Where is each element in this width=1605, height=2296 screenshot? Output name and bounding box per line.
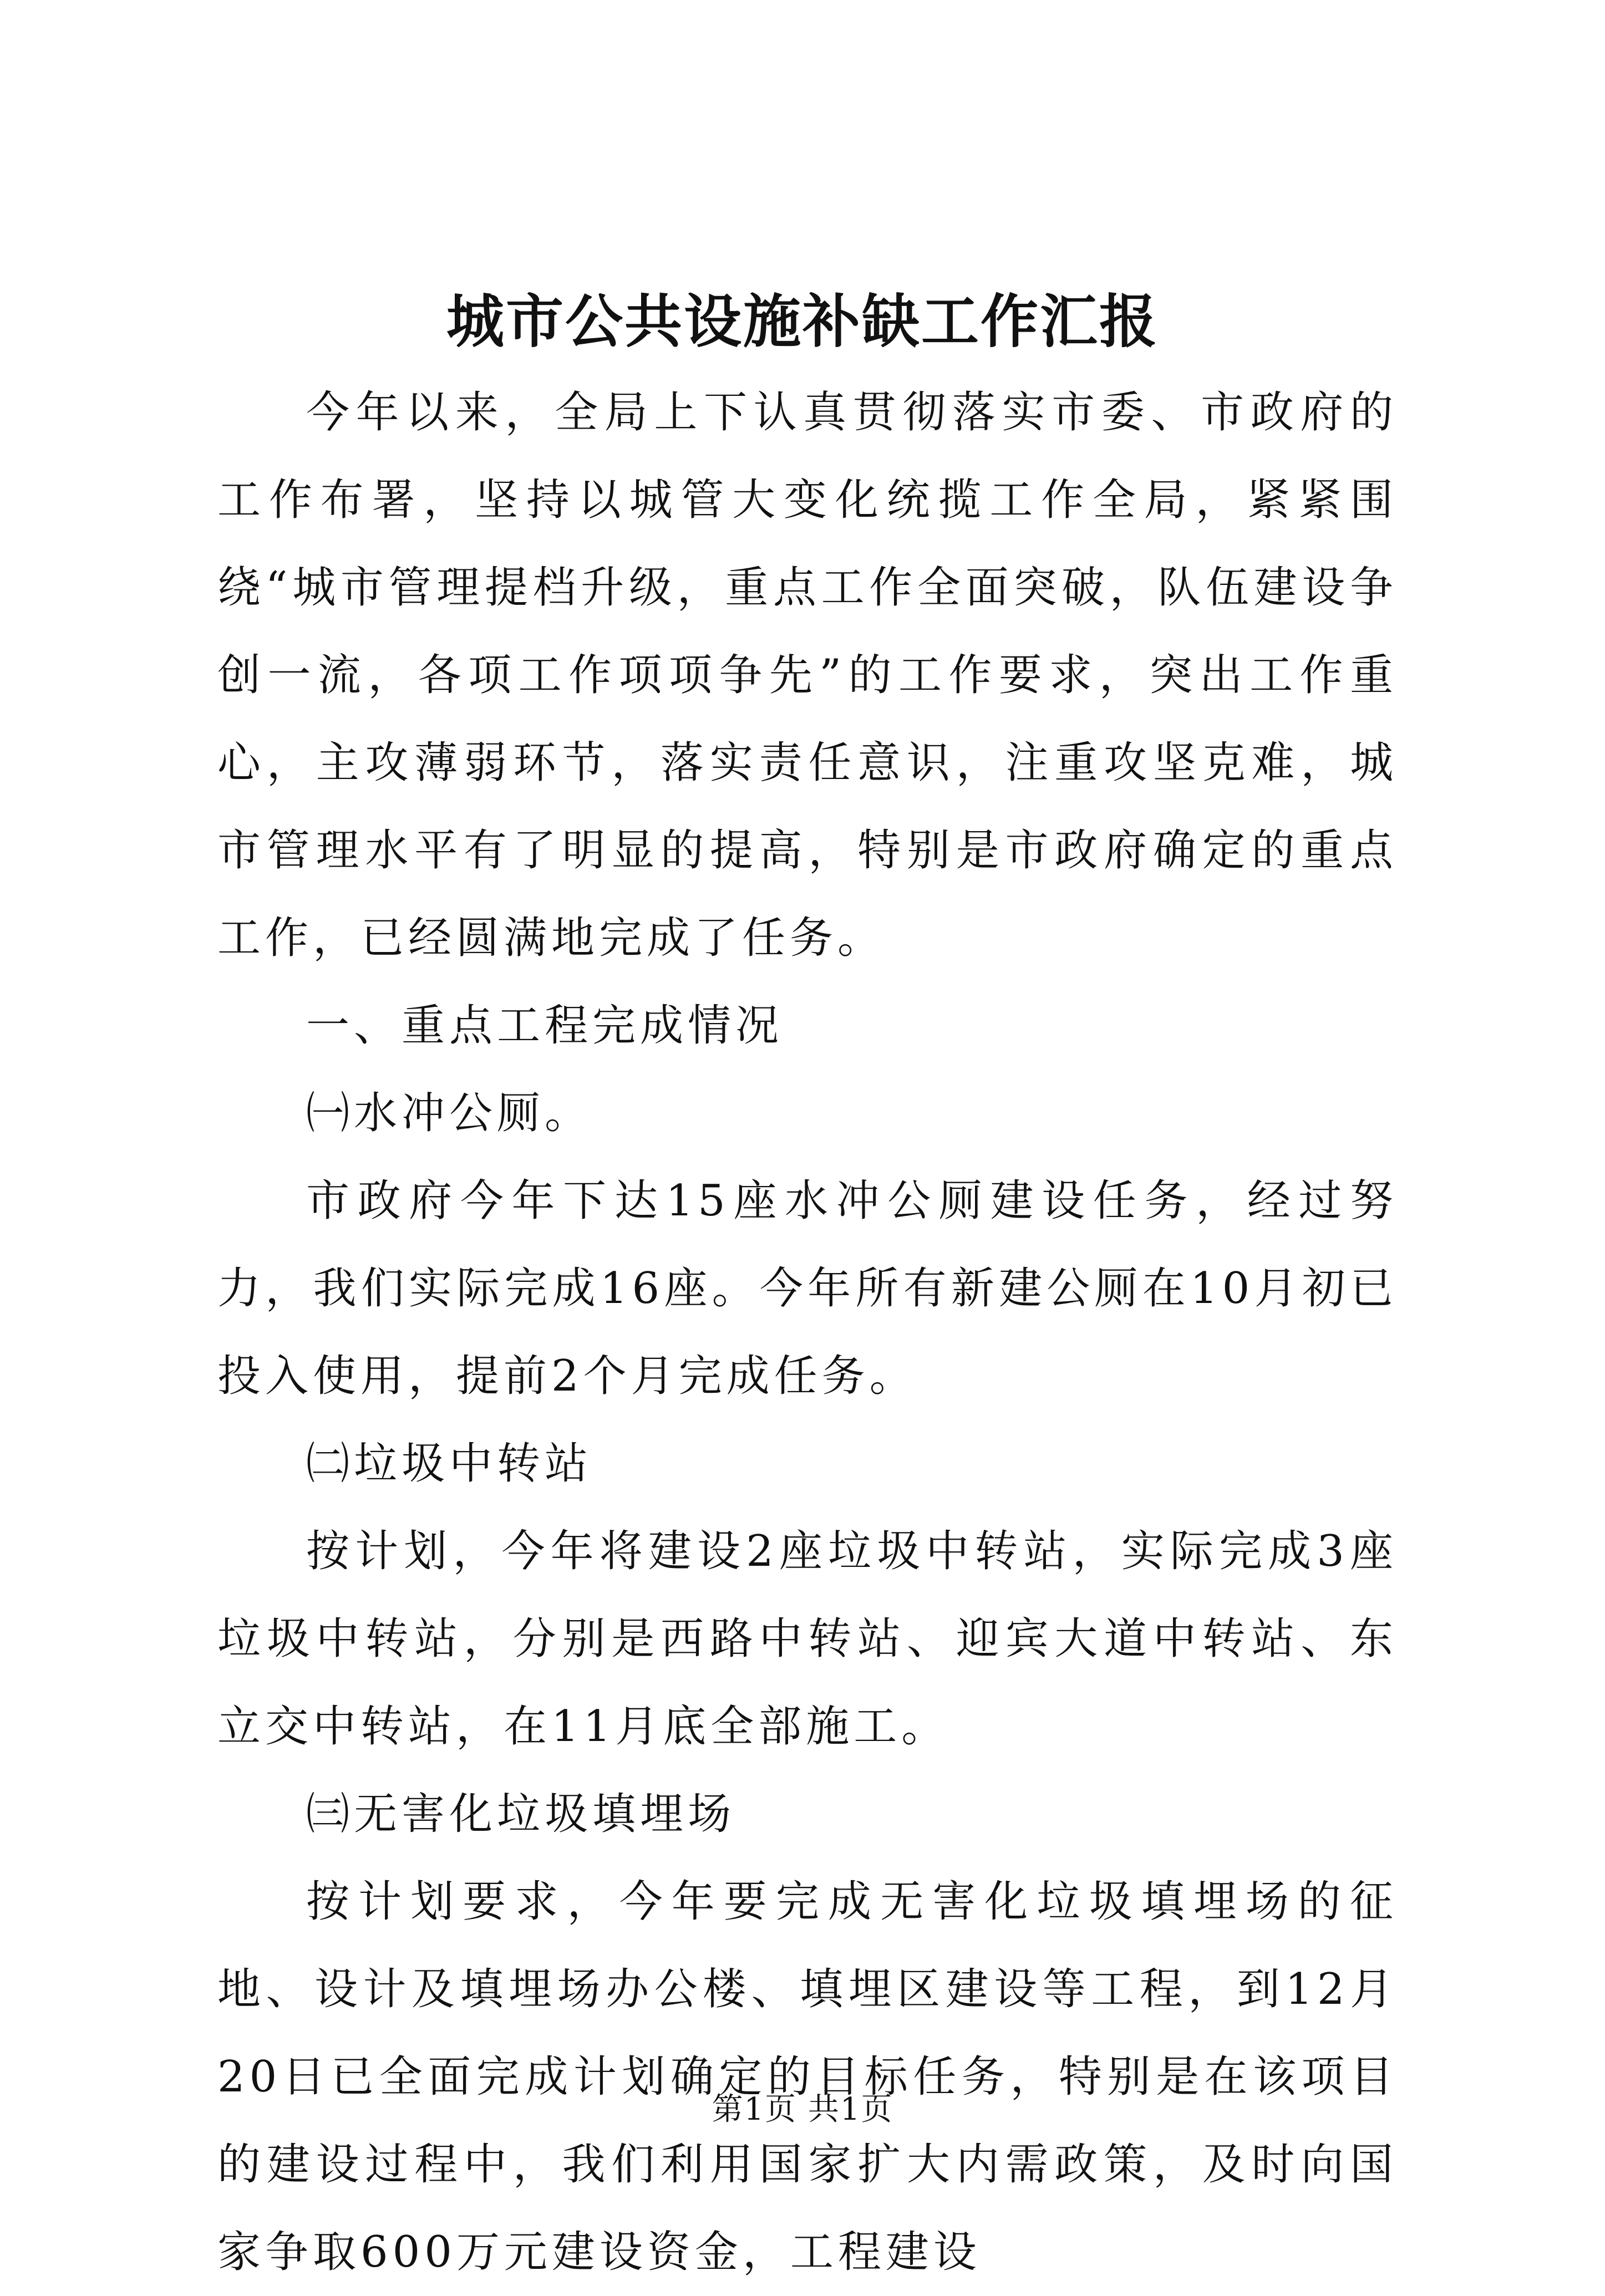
document-body xyxy=(217,369,1398,2296)
section-heading-key-projects: 一、重点工程完成情况 xyxy=(306,1001,784,1051)
paragraph-transfer-stations: 按计划，今年将建设2座垃圾中转站，实际完成3座垃圾中转站，分别是西路中转站、迎宾大道中转站、东立交中转站，在11月底全部施工。 xyxy=(217,1526,1398,1752)
document-title: 城市公共设施补缺工作汇报 xyxy=(446,287,1159,355)
paragraph-flush-toilets: 市政府今年下达15座水冲公厕建设任务，经过努力，我们实际完成16座。今年所有新建公厕在10月初已投入使用，提前2个月完成任务。 xyxy=(217,1176,1398,1401)
subheading-landfill: ㈢无害化垃圾填埋场 xyxy=(306,1789,736,1839)
paragraph-intro: 今年以来，全局上下认真贯彻落实市委、市政府的工作布署，坚持以城管大变化统揽工作全局，紧紧围绕“城市管理提档升级，重点工作全面突破，队伍建设争创一流，各项工作项项争先”的工作要求，突出工作重心，主攻薄弱环节，落实责任意识，注重攻坚克难，城市管理水平有了明显的提高，特别是市政府确定的重点工作，已经圆满地完成了任务。 xyxy=(217,388,1398,963)
paragraph-landfill: 按计划要求，今年要完成无害化垃圾填埋场的征地、设计及填埋场办公楼、填埋区建设等工程，到12月20日已全面完成计划确定的目标任务，特别是在该项目的建设过程中，我们利用国家扩大内需政策，及时向国家争取600万元建设资金，工程建设 xyxy=(217,1877,1398,2277)
page-footer: 第1页 共1页 xyxy=(712,2091,893,2127)
subheading-transfer-stations: ㈡垃圾中转站 xyxy=(306,1439,593,1489)
subheading-flush-toilets: ㈠水冲公厕。 xyxy=(306,1088,593,1138)
